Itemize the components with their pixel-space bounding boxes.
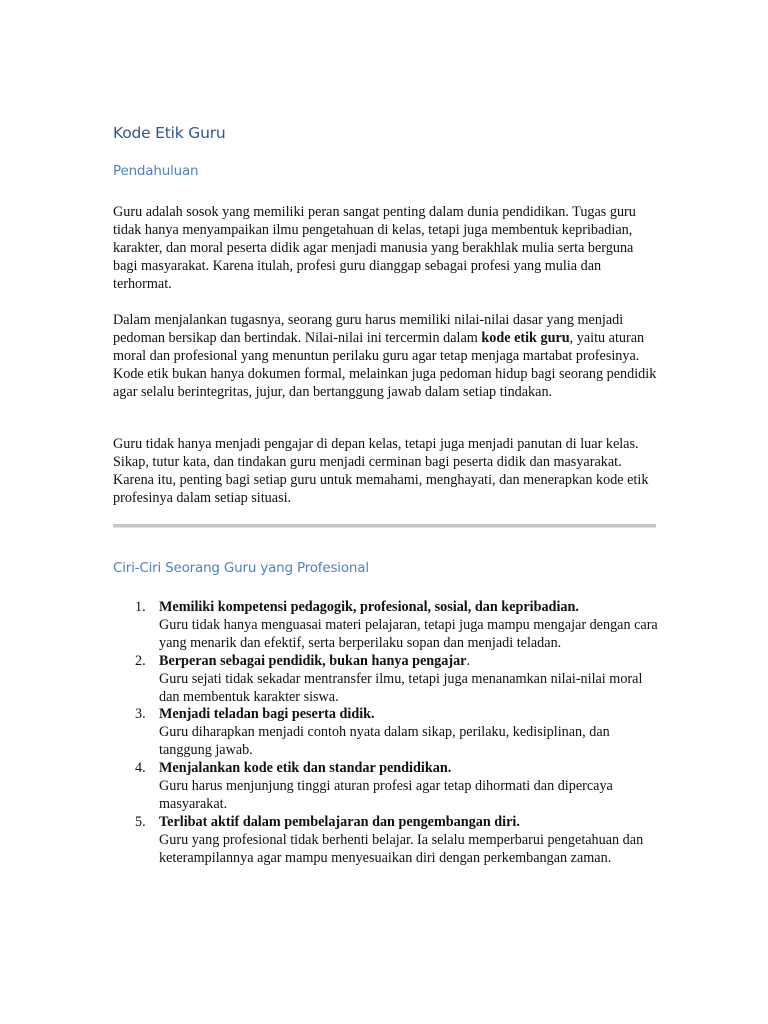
ciri-list	[113, 599, 658, 868]
list-item-number: 2.	[135, 652, 146, 669]
list-item-title-text: Menjalankan kode etik dan standar pendidikan.	[159, 760, 452, 777]
list-item-description: Guru tidak hanya menguasai materi pelajaran, tetapi juga mampu mengajar dengan cara yang menarik dan efektif, serta berperilaku sopan dan menjadi teladan.	[159, 616, 658, 651]
list-item-number: 1.	[135, 599, 146, 615]
intro-heading: Pendahuluan	[113, 163, 199, 179]
list-item-number: 5.	[135, 813, 146, 830]
kode-etik-emphasis: kode etik guru	[481, 329, 570, 346]
list-item	[113, 760, 658, 814]
intro-paragraph-3: Guru tidak hanya menjadi pengajar di depan kelas, tetapi juga menjadi panutan di luar kelas. Sikap, tutur kata, dan tindakan guru menjadi cerminan bagi peserta didik dan masyarakat. Karena itu, penting bagi setiap guru untuk memahami, menghayati, dan menerapkan kode etik profesinya dalam setiap situasi.	[113, 436, 649, 506]
list-item	[113, 599, 658, 653]
paragraph-2-text-end: , yaitu aturan moral dan profesional yang menuntun perilaku guru agar tetap menjaga martabat profesinya. Kode etik bukan hanya dokumen formal, melainkan juga pedoman hidup bagi seorang pendidik agar selalu berintegritas, jujur, dan bertanggung jawab dalam setiap tindakan.	[113, 329, 657, 400]
list-item-description: Guru harus menjunjung tinggi aturan profesi agar tetap dihormati dan dipercaya masyarakat.	[159, 778, 613, 812]
list-item-description: Guru yang profesional tidak berhenti belajar. Ia selalu memperbarui pengetahuan dan keterampilannya agar mampu menyesuaikan diri dengan perkembangan zaman.	[159, 831, 644, 866]
list-item-title	[159, 760, 658, 778]
intro-paragraph-1: Guru adalah sosok yang memiliki peran sangat penting dalam dunia pendidikan. Tugas guru tidak hanya menyampaikan ilmu pengetahuan di kelas, tetapi juga membentuk kepribadian, karakter, dan moral peserta didik agar menjadi manusia yang berakhlak mulia serta berguna bagi masyarakat. Karena itulah, profesi guru dianggap sebagai profesi yang mulia dan terhormat.	[113, 204, 636, 292]
list-item-title	[159, 599, 658, 617]
list-item	[113, 706, 658, 760]
list-item-description: Guru sejati tidak sekadar mentransfer ilmu, tetapi juga menanamkan nilai-nilai moral dan membentuk karakter siswa.	[159, 670, 643, 705]
list-item-title-text: Berperan sebagai pendidik, bukan hanya pengajar	[159, 652, 467, 669]
list-item-title-tail: .	[466, 652, 471, 669]
list-item-title-text: Menjadi teladan bagi peserta didik.	[159, 706, 375, 723]
horizontal-divider	[113, 524, 656, 528]
intro-paragraph-2	[113, 312, 658, 402]
ciri-heading: Ciri-Ciri Seorang Guru yang Profesional	[113, 560, 369, 576]
list-item-description: Guru diharapkan menjadi contoh nyata dalam sikap, perilaku, kedisiplinan, dan tanggung jawab.	[159, 724, 610, 759]
list-item	[113, 814, 658, 868]
list-item	[113, 653, 658, 707]
list-item-title	[159, 814, 658, 832]
list-item-title	[159, 653, 658, 671]
document-title: Kode Etik Guru	[113, 124, 226, 142]
paragraph-2-text-start: Dalam menjalankan tugasnya, seorang guru harus memiliki nilai-nilai dasar yang menjadi pedoman bersikap dan bertindak. Nilai-nilai ini tercermin dalam	[113, 312, 624, 346]
list-item-number: 4.	[135, 760, 146, 777]
list-item-title-text: Terlibat aktif dalam pembelajaran dan pengembangan diri.	[159, 813, 520, 830]
list-item-title-text: Memiliki kompetensi pedagogik, profesional, sosial, dan kepribadian.	[159, 599, 579, 615]
list-item-number: 3.	[135, 706, 146, 723]
list-item-title	[159, 706, 658, 724]
